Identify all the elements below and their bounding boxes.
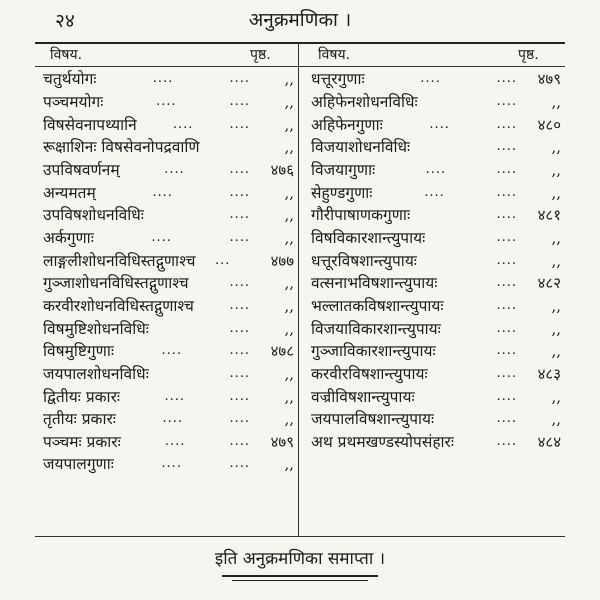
ornament-rule-thick: [222, 575, 378, 577]
left-index-column: [35, 68, 298, 476]
index-entry: [35, 227, 298, 250]
entry-leader-dots: ....: [496, 161, 517, 177]
entry-leader-dots: ....: [496, 252, 517, 268]
entry-term: वज्रीविषशान्त्युपायः: [311, 387, 415, 406]
entry-page-number: ,,: [551, 387, 561, 406]
index-entry: [303, 408, 565, 431]
entry-leader-dots: ....: [424, 184, 445, 200]
entry-leader-dots: ....: [229, 320, 250, 336]
entry-leader-dots: ....: [496, 139, 517, 155]
index-entry: [303, 340, 565, 363]
index-entry: [35, 317, 298, 340]
entry-term: विजयागुणाः: [311, 160, 376, 179]
entry-page-number: ,,: [284, 274, 294, 293]
entry-leader-dots: ....: [229, 411, 250, 427]
entry-page-number: ,,: [551, 160, 561, 179]
entry-page-number: ,,: [551, 228, 561, 247]
entry-leader-dots: ....: [229, 71, 250, 87]
left-subject-header: विषय.: [50, 47, 83, 63]
entry-leader-dots: ....: [496, 297, 517, 313]
entry-term: सेहुण्डगुणाः: [311, 183, 373, 202]
left-page-header: पृष्ठ.: [250, 47, 271, 63]
entry-term: विजयाशोधनविधिः: [311, 138, 411, 157]
index-entry: [35, 408, 298, 431]
entry-term: विषमुष्टिगुणाः: [43, 342, 115, 361]
entry-term: अथ प्रथमखण्डस्योपसंहारः: [311, 432, 455, 451]
entry-term: जयपालविषशान्त्युपायः: [311, 410, 435, 429]
index-entry: [35, 68, 298, 91]
entry-term: विजयाविकारशान्त्युपायः: [311, 319, 441, 338]
index-entry: [35, 136, 298, 159]
entry-leader-dots: ....: [496, 320, 517, 336]
entry-leader-dots: ....: [229, 116, 250, 132]
index-entry: [303, 431, 565, 454]
entry-leader-dots: ....: [496, 275, 517, 291]
entry-page-number: ,,: [551, 92, 561, 111]
entry-page-number: ४७९: [537, 70, 561, 89]
entry-term: रूक्षाशिनः विषसेवनोपद्रवाणि: [43, 138, 200, 157]
entry-page-number: ४८४: [537, 432, 561, 451]
entry-leader-dots: ....: [164, 433, 186, 449]
entry-leader-dots: ....: [496, 71, 517, 87]
entry-page-number: ,,: [284, 387, 294, 406]
entry-page-number: ४७६: [270, 160, 294, 179]
page-number: २४: [55, 10, 75, 32]
entry-term: अर्कगुणाः: [43, 228, 94, 247]
entry-term: उपविषशोधनविधिः: [43, 206, 144, 225]
entry-page-number: ,,: [284, 183, 294, 202]
entry-leader-dots: ....: [496, 411, 517, 427]
entry-term: गुञ्जाशोधनविधिस्तद्गुणाश्च: [43, 274, 189, 293]
index-entry: [303, 68, 565, 91]
index-entry: [35, 91, 298, 114]
entry-term: अन्यमतम्: [43, 183, 96, 202]
entry-term: लाङ्गलीशोधनविधिस्तद्गुणाश्च: [43, 251, 196, 270]
index-entry: [303, 159, 565, 182]
index-entry: [35, 181, 298, 204]
entry-page-number: ,,: [284, 92, 294, 111]
entry-leader-dots: ....: [229, 184, 250, 200]
entry-leader-dots: ....: [229, 161, 250, 177]
index-entry: [35, 453, 298, 476]
entry-leader-dots: ....: [229, 388, 250, 404]
entry-leader-dots: ....: [151, 229, 172, 245]
entry-leader-dots: ....: [229, 365, 250, 381]
index-entry: [35, 159, 298, 182]
entry-leader-dots: ....: [156, 93, 177, 109]
entry-leader-dots: ....: [229, 207, 250, 223]
index-entry: [303, 136, 565, 159]
index-entry: [35, 249, 298, 272]
entry-page-number: ,,: [551, 183, 561, 202]
entry-term: वत्सनाभविषशान्त्युपायः: [311, 274, 438, 293]
entry-page-number: ,,: [284, 70, 294, 89]
index-entry: [35, 431, 298, 454]
entry-page-number: ,,: [284, 206, 294, 225]
closing-line: इति अनुक्रमणिका समाप्ता ।: [214, 549, 386, 569]
entry-page-number: ४८०: [537, 115, 561, 134]
index-entry: [35, 385, 298, 408]
entry-page-number: ,,: [284, 319, 294, 338]
entry-page-number: ,,: [284, 455, 294, 474]
entry-leader-dots: ....: [496, 343, 517, 359]
index-entry: [303, 385, 565, 408]
column-divider: [298, 42, 299, 536]
index-entry: [303, 181, 565, 204]
index-entry: [35, 295, 298, 318]
entry-page-number: ,,: [551, 296, 561, 315]
right-subject-header: विषय.: [318, 47, 351, 63]
entry-page-number: ,,: [551, 251, 561, 270]
entry-leader-dots: ....: [161, 456, 182, 472]
entry-leader-dots: ....: [496, 207, 517, 223]
index-entry: [303, 295, 565, 318]
entry-term: जयपालशोधनविधिः: [43, 364, 149, 383]
entry-term: अहिफेनशोधनविधिः: [311, 92, 418, 111]
entry-leader-dots: ....: [172, 116, 194, 132]
entry-leader-dots: ....: [496, 388, 517, 404]
right-index-column: [303, 68, 565, 453]
entry-page-number: ,,: [551, 138, 561, 157]
entry-leader-dots: ....: [152, 184, 173, 200]
right-page-header: पृष्ठ.: [518, 47, 539, 63]
entry-leader-dots: ...: [215, 252, 231, 268]
index-entry: [303, 91, 565, 114]
index-entry: [303, 272, 565, 295]
entry-leader-dots: ....: [229, 456, 250, 472]
entry-term: द्वितीयः प्रकारः: [43, 387, 121, 406]
index-entry: [35, 340, 298, 363]
entry-leader-dots: ....: [152, 71, 174, 87]
entry-leader-dots: ....: [425, 161, 447, 177]
entry-leader-dots: ....: [496, 116, 517, 132]
entry-term: तृतीयः प्रकारः: [43, 410, 116, 429]
entry-page-number: ,,: [284, 410, 294, 429]
entry-leader-dots: ....: [420, 71, 441, 87]
entry-page-number: ,,: [284, 115, 294, 134]
entry-page-number: ४७७: [270, 251, 294, 270]
entry-leader-dots: ....: [162, 411, 183, 427]
index-entry: [35, 113, 298, 136]
entry-page-number: ४८१: [537, 206, 561, 225]
index-entry: [303, 249, 565, 272]
entry-term: विषसेवनापथ्यानि: [43, 115, 137, 134]
index-entry: [303, 227, 565, 250]
index-entry: [303, 317, 565, 340]
index-entry: [35, 204, 298, 227]
entry-leader-dots: ....: [229, 93, 250, 109]
entry-page-number: ,,: [551, 319, 561, 338]
entry-leader-dots: ....: [496, 184, 517, 200]
entry-term: अहिफेनगुणाः: [311, 115, 383, 134]
entry-term: करवीरशोधनविधिस्तद्गुणाश्च: [43, 296, 194, 315]
entry-page-number: ४७८: [270, 342, 294, 361]
entry-leader-dots: ....: [164, 161, 185, 177]
entry-page-number: ,,: [284, 138, 294, 157]
entry-term: पञ्चमयोगः: [43, 92, 104, 111]
entry-page-number: ४८२: [537, 274, 561, 293]
entry-page-number: ,,: [551, 342, 561, 361]
entry-leader-dots: ....: [496, 433, 517, 449]
entry-page-number: ४७९: [270, 432, 294, 451]
entry-term: गुञ्जाविकारशान्त्युपायः: [311, 342, 436, 361]
entry-leader-dots: ....: [496, 229, 517, 245]
entry-term: भल्लातकविषशान्त्युपायः: [311, 296, 444, 315]
entry-leader-dots: ....: [229, 433, 250, 449]
entry-term: धत्तूरविषशान्त्युपायः: [311, 251, 417, 270]
entry-leader-dots: ....: [161, 343, 182, 359]
entry-term: जयपालगुणाः: [43, 455, 114, 474]
bottom-rule: [35, 536, 565, 537]
top-rule: [35, 42, 565, 44]
entry-term: विषविकारशान्त्युपायः: [311, 228, 426, 247]
entry-page-number: ,,: [284, 296, 294, 315]
entry-leader-dots: ....: [229, 229, 250, 245]
entry-term: पञ्चमः प्रकारः: [43, 432, 121, 451]
entry-term: धत्तूरगुणाः: [311, 70, 365, 89]
entry-term: उपविषवर्णनम्: [43, 160, 120, 179]
entry-term: चतुर्थयोगः: [43, 70, 97, 89]
entry-term: विषमुष्टिशोधनविधिः: [43, 319, 149, 338]
entry-page-number: ,,: [551, 410, 561, 429]
index-entry: [35, 363, 298, 386]
entry-leader-dots: ....: [429, 116, 450, 132]
entry-leader-dots: ....: [229, 297, 250, 313]
header-rule: [35, 66, 565, 67]
index-entry: [303, 113, 565, 136]
entry-page-number: ,,: [284, 228, 294, 247]
entry-leader-dots: ....: [496, 93, 517, 109]
entry-page-number: ४८३: [537, 364, 561, 383]
running-title: अनुक्रमणिका ।: [248, 9, 352, 31]
index-entry: [35, 272, 298, 295]
index-entry: [303, 204, 565, 227]
entry-page-number: ,,: [284, 364, 294, 383]
entry-leader-dots: ....: [229, 275, 250, 291]
entry-leader-dots: ....: [164, 388, 186, 404]
entry-term: करवीरविषशान्त्युपायः: [311, 364, 428, 383]
entry-leader-dots: ....: [496, 365, 517, 381]
entry-leader-dots: ....: [229, 343, 250, 359]
ornament-rule-thin: [232, 580, 368, 581]
index-entry: [303, 363, 565, 386]
entry-term: गौरीपाषाणकगुणाः: [311, 206, 411, 225]
